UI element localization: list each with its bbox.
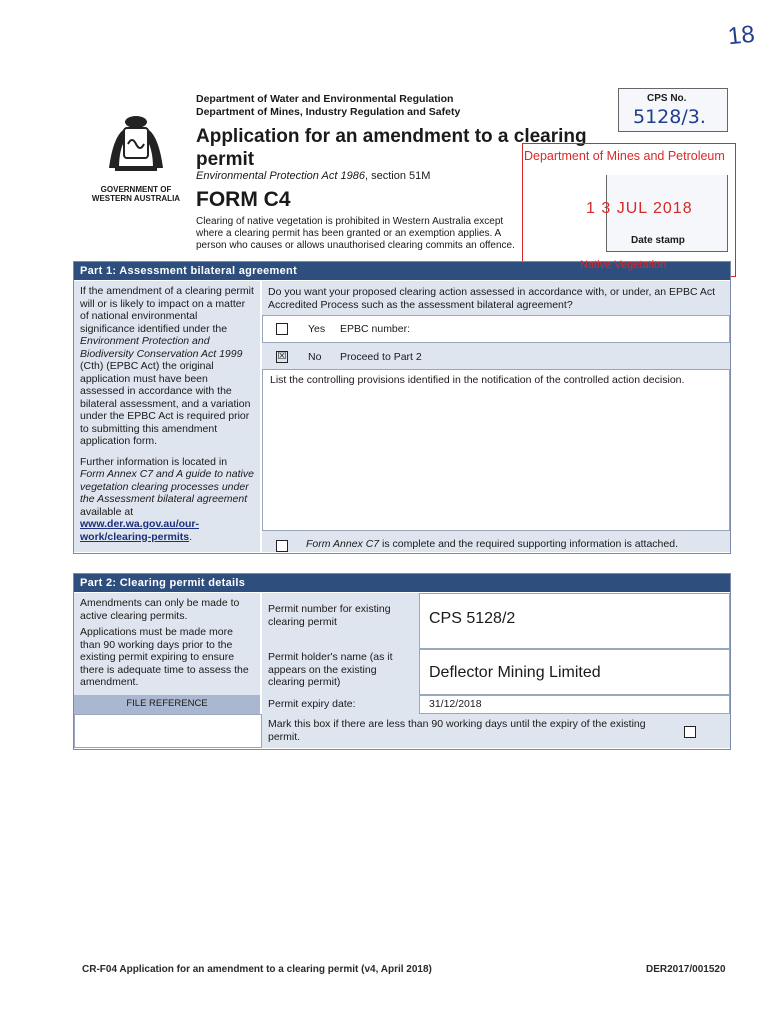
epbc-number-input[interactable] [418,317,728,341]
cps-handwritten-number: 5128/3. [633,106,706,128]
permit-holder-value[interactable]: Deflector Mining Limited [419,649,730,695]
yes-label: Yes [308,323,326,335]
permit-number-value[interactable]: CPS 5128/2 [419,593,730,649]
clearing-permits-link[interactable]: www.der.wa.gov.au/our-work/clearing-permits [80,518,200,543]
no-label: No [308,351,322,363]
coat-of-arms-icon [101,108,171,178]
part2-section [73,573,731,750]
part2-title: Part 2: Clearing permit details [74,574,730,592]
epbc-number-label: EPBC number: [340,323,411,335]
expiry-warning-text: Mark this box if there are less than 90 working days until the expiry of the existing permit. [268,718,646,743]
permit-number-label: Permit number for existing clearing permit [262,593,419,649]
department-names [196,93,460,119]
cps-number-box [618,88,728,132]
permit-expiry-label: Permit expiry date: [262,695,419,714]
department-water: Department of Water and Environmental Regulation [196,93,454,105]
stamp-department: Department of Mines and Petroleum [524,149,725,163]
stamp-date: 1 3 JUL 2018 [586,200,693,217]
controlling-provisions-label: List the controlling provisions identified in the notification of the controlled action decision. [270,374,685,386]
part1-guidance-p2: Further information is located in Form Annex C7 and A guide to native vegetation clearing processes under the Assessment bilateral agreement available at www.der.wa.gov.au/our-work/clearing-permits. [80,455,254,543]
part1-guidance [74,281,260,552]
permit-holder-label: Permit holder's name (as it appears on the existing clearing permit) [262,649,419,695]
footer-form-ref: CR-F04 Application for an amendment to a clearing permit (v4, April 2018) [82,964,432,975]
annex-checkbox[interactable] [276,540,288,552]
act-name: Environmental Protection Act 1986 [196,170,365,182]
page-number-handwritten: 18 [726,20,756,51]
no-checkbox[interactable]: ☒ [277,351,287,362]
epbc-question: Do you want your proposed clearing action assessed in accordance with, or under, an EPBC Act Accredited Process such as the assessment bilateral agreement? [268,286,716,311]
yes-checkbox[interactable] [276,323,288,335]
act-section: , section 51M [364,170,431,182]
footer-file-number: DER2017/001520 [646,964,726,975]
expiry-warning-row [262,714,730,748]
part1-guidance-p1: If the amendment of a clearing permit will or is likely to impact on a matter of national environmental significance identified under the Environment Protection and Biodiversity Conservation Act 1999 (Cth) (EPBC Act) the original application must have been assessed in accordance with the bilateral assessment, and a variation under the EPBC Act is required prior to submitting this amendment application form. [80,285,254,447]
date-stamp-label: Date stamp [631,235,685,246]
government-label-line1: GOVERNMENT OF [100,185,172,194]
controlling-provisions-field[interactable] [262,369,730,531]
part1-form-area [262,281,730,552]
government-label-line2: WESTERN AUSTRALIA [91,194,181,203]
part1-title: Part 1: Assessment bilateral agreement [74,262,730,280]
part2-guidance [74,593,260,695]
part2-guidance-p2: Applications must be made more than 90 working days prior to the existing permit expiring to ensure there is adequate time to assess the amendment. [80,626,249,688]
file-reference-label: FILE REFERENCE [74,695,260,714]
cps-label: CPS No. [647,93,687,104]
department-mines: Department of Mines, Industry Regulation and Safety [196,106,461,118]
permit-expiry-value[interactable]: 31/12/2018 [419,695,730,714]
file-reference-field[interactable] [74,714,262,748]
stamp-native-vegetation: Native Vegetation [580,259,667,271]
form-code: FORM C4 [196,188,291,211]
annex-confirmation: Form Annex C7 is complete and the required supporting information is attached. [306,538,678,550]
proceed-part2-label: Proceed to Part 2 [340,351,422,363]
expiry-warning-checkbox[interactable] [684,726,696,738]
form-title: Application for an amendment to a clearing permit [196,126,587,170]
clearing-notice: Clearing of native vegetation is prohibited in Western Australia except where a clearing permit has been granted or an exemption applies. A person who causes or allows unauthorised clearing commits an offence. [196,216,515,251]
act-reference [196,170,430,182]
part1-section [73,261,731,554]
part2-guidance-p1: Amendments can only be made to active clearing permits. [80,597,240,622]
wa-government-crest [82,108,190,203]
